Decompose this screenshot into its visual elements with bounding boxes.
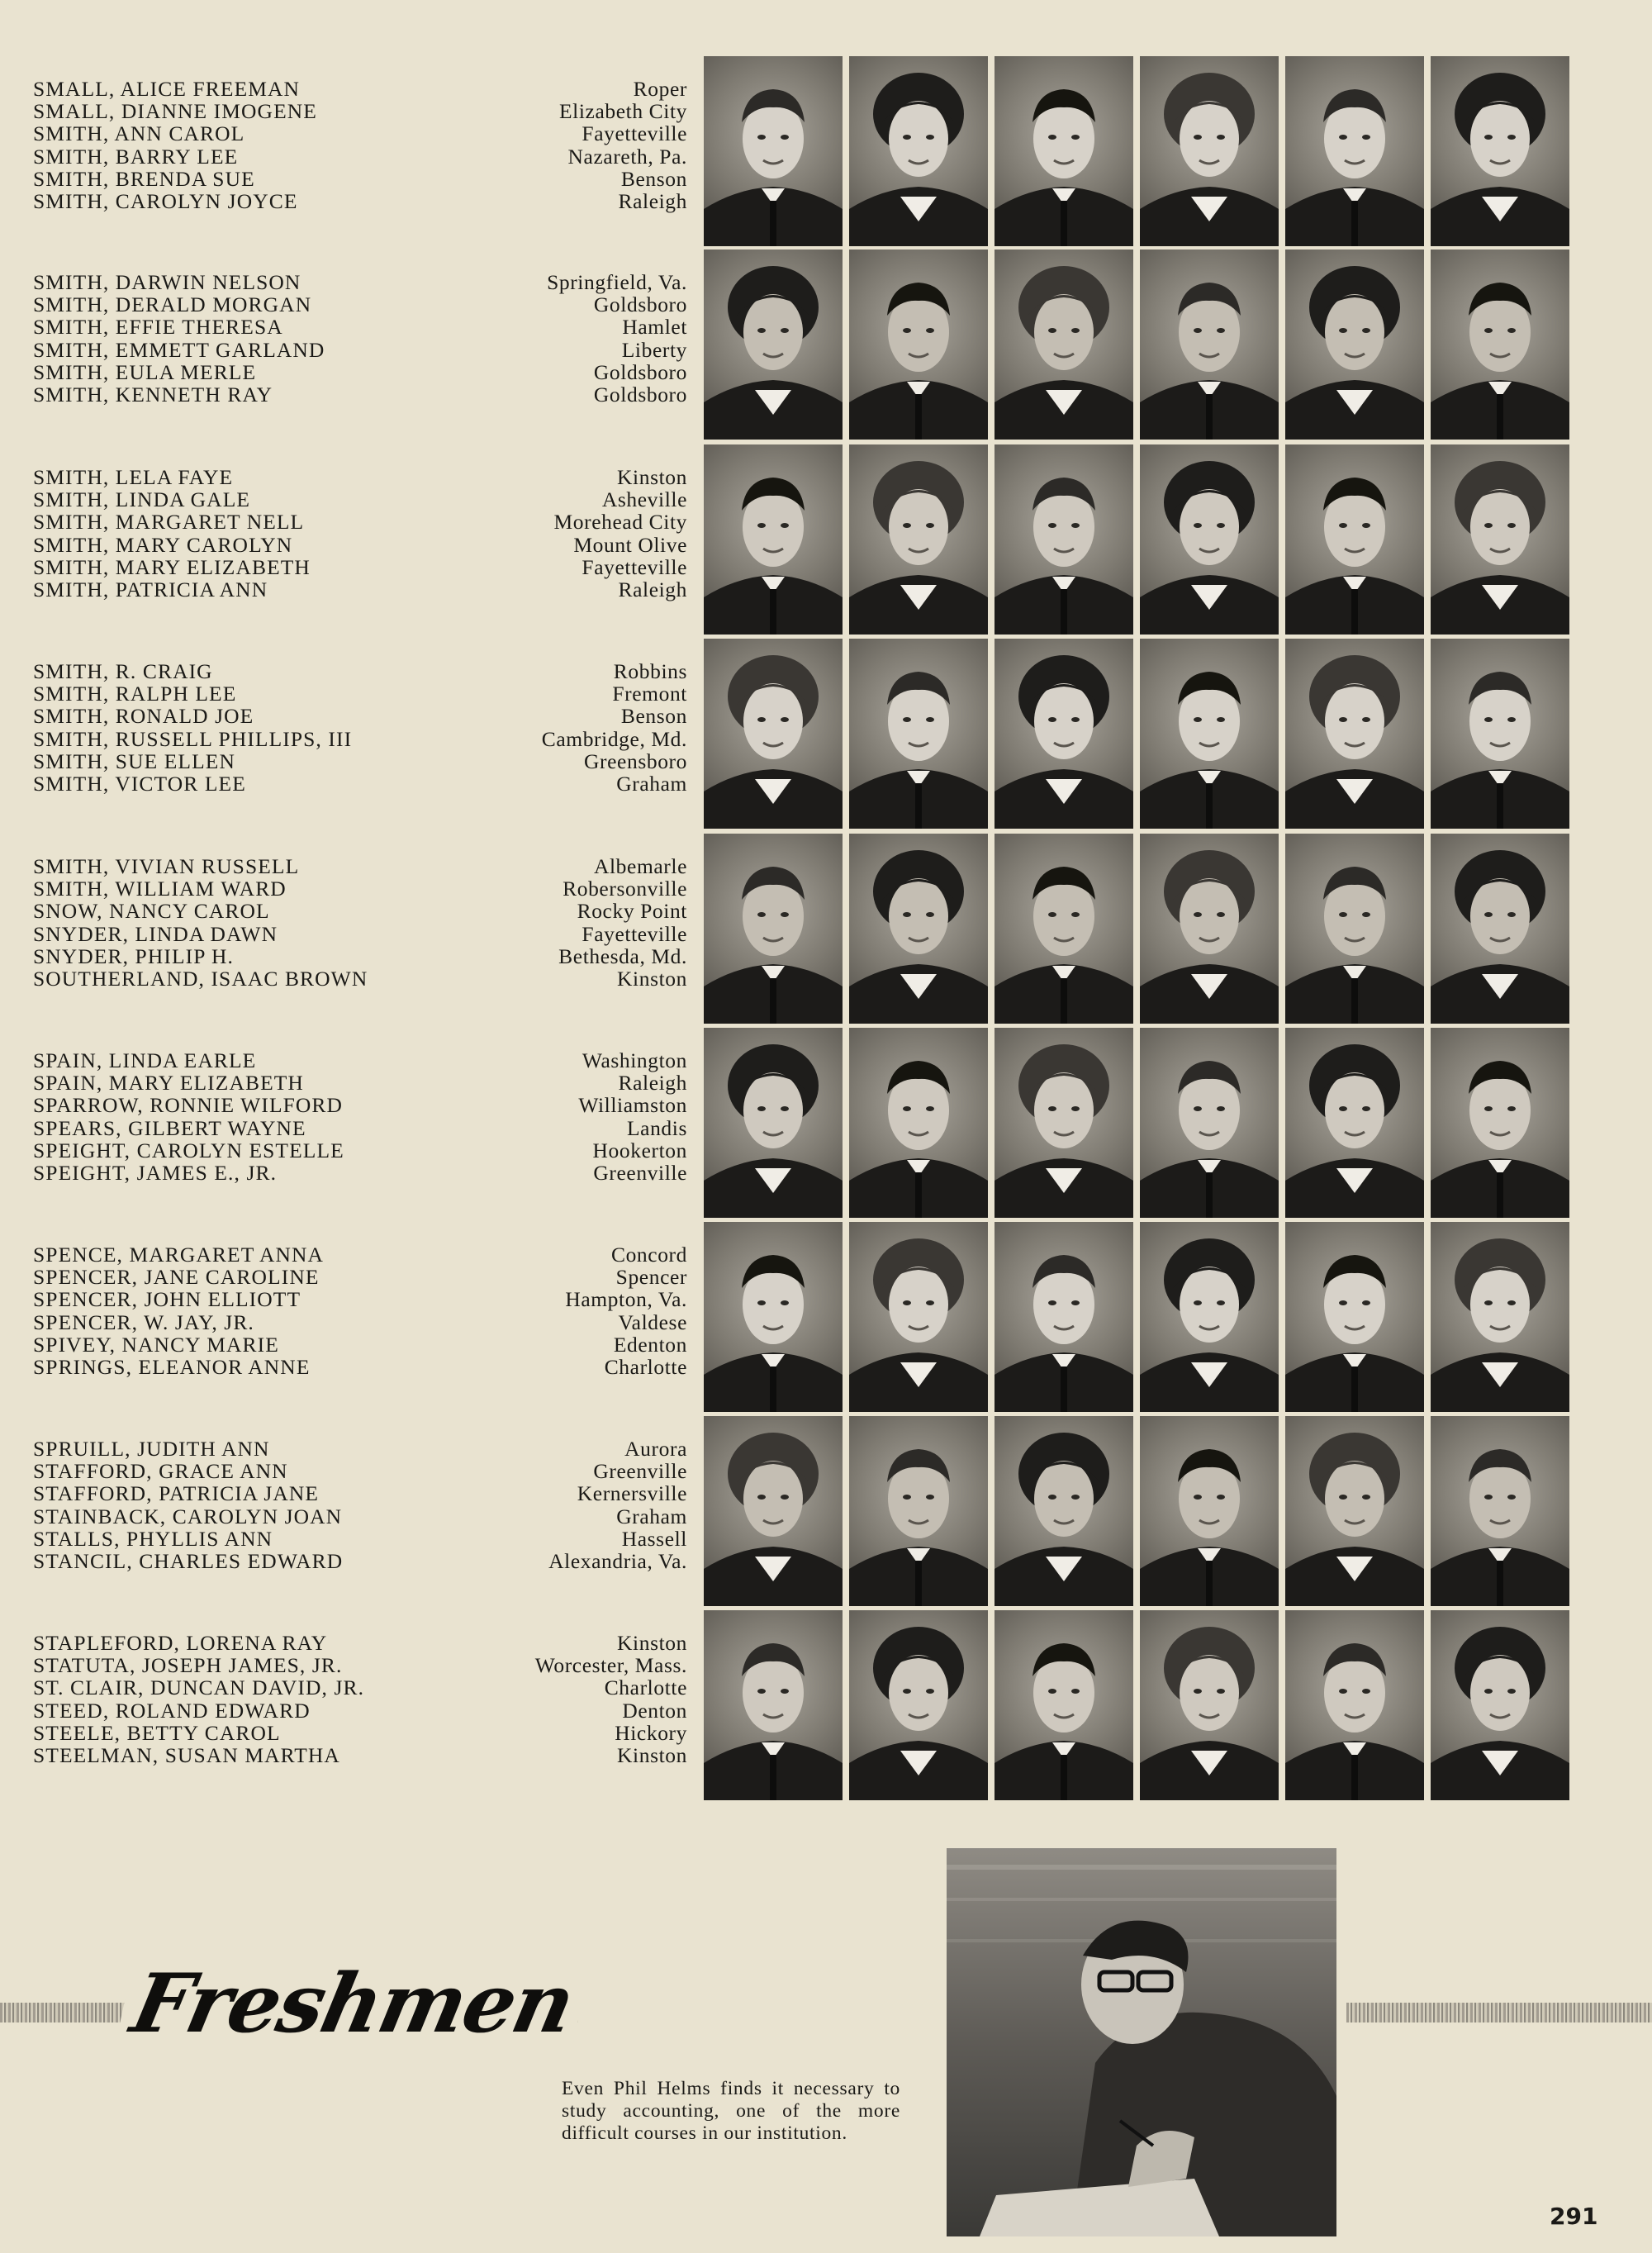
student-hometown: Hassell	[621, 1526, 687, 1551]
student-name: SMITH, LELA FAYE	[33, 465, 234, 489]
student-hometown: Washington	[582, 1048, 687, 1072]
student-portrait	[995, 1610, 1133, 1800]
student-names	[33, 1049, 496, 1184]
student-portrait	[1140, 834, 1279, 1024]
student-portrait	[1140, 639, 1279, 829]
student-name: SMITH, RUSSELL PHILLIPS, III	[33, 726, 353, 751]
student-portrait	[704, 639, 843, 829]
student-name: SPRINGS, ELEANOR ANNE	[33, 1354, 311, 1379]
student-hometowns	[496, 1049, 687, 1184]
student-name: SPARROW, RONNIE WILFORD	[33, 1093, 344, 1118]
student-hometown: Goldsboro	[593, 292, 687, 317]
student-portrait	[995, 639, 1133, 829]
student-portrait	[995, 444, 1133, 635]
student-name: STATUTA, JOSEPH JAMES, JR.	[33, 1653, 343, 1678]
student-hometown: Mount Olive	[573, 532, 687, 557]
portrait-row	[704, 444, 1579, 635]
student-portrait	[704, 1028, 843, 1218]
student-names	[33, 660, 496, 795]
student-hometown: Goldsboro	[593, 382, 687, 406]
student-names	[33, 271, 496, 406]
student-hometown: Hickory	[615, 1720, 687, 1745]
student-portrait	[995, 1222, 1133, 1412]
student-portrait	[1285, 56, 1424, 246]
student-name: SMITH, LINDA GALE	[33, 487, 251, 512]
student-portrait	[1431, 1416, 1569, 1606]
student-portrait	[704, 56, 843, 246]
student-name: SMITH, RONALD JOE	[33, 704, 254, 729]
student-hometowns	[496, 855, 687, 990]
student-hometown: Landis	[626, 1115, 687, 1140]
student-name: SMITH, BARRY LEE	[33, 144, 239, 169]
student-group	[33, 834, 1578, 1024]
student-hometown: Denton	[622, 1698, 687, 1723]
student-hometown: Worcester, Mass.	[534, 1653, 687, 1678]
student-name: SMITH, EMMETT GARLAND	[33, 337, 325, 362]
student-portrait	[1431, 834, 1569, 1024]
student-hometown: Kernersville	[577, 1481, 687, 1506]
student-name: SMITH, R. CRAIG	[33, 659, 213, 683]
student-name: SMITH, SUE ELLEN	[33, 749, 235, 773]
student-hometown: Goldsboro	[593, 359, 687, 384]
student-portrait	[1285, 1028, 1424, 1218]
student-name: SNYDER, PHILIP H.	[33, 944, 235, 968]
student-name: STAFFORD, GRACE ANN	[33, 1459, 288, 1484]
student-name: SMITH, DERALD MORGAN	[33, 292, 312, 317]
student-hometown: Rocky Point	[577, 899, 687, 924]
student-name: SMITH, MARGARET NELL	[33, 510, 305, 535]
student-name: ST. CLAIR, DUNCAN DAVID, JR.	[33, 1675, 365, 1700]
student-hometown: Nazareth, Pa.	[567, 144, 687, 169]
student-name: STANCIL, CHARLES EDWARD	[33, 1548, 344, 1573]
student-name: SMITH, RALPH LEE	[33, 682, 237, 706]
student-group	[33, 444, 1578, 635]
student-hometown: Charlotte	[604, 1354, 687, 1379]
portrait-row	[704, 1416, 1579, 1606]
student-name: STALLS, PHYLLIS ANN	[33, 1526, 273, 1551]
student-name: SMITH, EULA MERLE	[33, 359, 257, 384]
student-hometown: Elizabeth City	[559, 99, 687, 124]
student-name: SMITH, VIVIAN RUSSELL	[33, 854, 300, 878]
student-hometowns	[496, 660, 687, 795]
student-name: SMITH, VICTOR LEE	[33, 771, 246, 796]
portrait-row	[704, 639, 1579, 829]
student-name: SNYDER, LINDA DAWN	[33, 921, 278, 946]
student-portrait	[849, 1028, 988, 1218]
student-name: SOUTHERLAND, ISAAC BROWN	[33, 966, 368, 991]
student-hometown: Fayetteville	[582, 121, 687, 146]
student-name: SPENCER, W. JAY, JR.	[33, 1309, 254, 1334]
student-hometown: Asheville	[601, 487, 687, 512]
student-hometown: Raleigh	[618, 188, 687, 213]
student-portrait	[995, 250, 1133, 440]
student-hometown: Liberty	[621, 337, 687, 362]
student-group	[33, 1416, 1578, 1606]
student-portrait	[1140, 1416, 1279, 1606]
portrait-row	[704, 56, 1579, 246]
student-name: SMALL, DIANNE IMOGENE	[33, 99, 317, 124]
student-portrait	[704, 1222, 843, 1412]
section-title: Freshmen	[115, 1963, 590, 2046]
student-hometown: Benson	[620, 704, 687, 729]
student-hometown: Graham	[616, 1504, 687, 1528]
student-name: SMITH, PATRICIA ANN	[33, 577, 268, 601]
student-hometown: Benson	[620, 166, 687, 191]
portrait-row	[704, 250, 1579, 440]
student-portrait	[1285, 639, 1424, 829]
student-hometown: Fayetteville	[582, 921, 687, 946]
student-hometown: Graham	[616, 771, 687, 796]
student-names	[33, 1438, 496, 1572]
student-name: SMITH, ANN CAROL	[33, 121, 245, 146]
student-hometown: Raleigh	[618, 577, 687, 601]
student-hometown: Valdese	[618, 1309, 687, 1334]
student-hometown: Albemarle	[593, 854, 687, 878]
student-hometown: Robersonville	[563, 877, 687, 901]
student-hometown: Greenville	[593, 1459, 687, 1484]
student-portrait	[1431, 1222, 1569, 1412]
student-hometown: Fayetteville	[582, 554, 687, 579]
student-portrait	[995, 56, 1133, 246]
student-portrait	[1285, 1416, 1424, 1606]
student-name: SPRUILL, JUDITH ANN	[33, 1437, 270, 1461]
student-portrait	[1285, 834, 1424, 1024]
student-portrait	[1431, 250, 1569, 440]
student-portrait	[704, 1416, 843, 1606]
student-name: STEELMAN, SUSAN MARTHA	[33, 1742, 340, 1767]
student-portrait	[995, 1416, 1133, 1606]
student-portrait	[849, 56, 988, 246]
student-name: SMALL, ALICE FREEMAN	[33, 77, 301, 101]
student-portrait	[849, 444, 988, 635]
student-name: SMITH, WILLIAM WARD	[33, 877, 287, 901]
student-hometowns	[496, 271, 687, 406]
student-group	[33, 1028, 1578, 1218]
student-name: STAPLEFORD, LORENA RAY	[33, 1631, 328, 1655]
student-hometown: Cambridge, Md.	[541, 726, 687, 751]
student-name: SMITH, MARY CAROLYN	[33, 532, 293, 557]
student-hometowns	[496, 1632, 687, 1766]
decorative-band-right	[1346, 2003, 1652, 2022]
student-hometown: Greensboro	[584, 749, 687, 773]
student-hometown: Bethesda, Md.	[558, 944, 687, 968]
student-name: STAINBACK, CAROLYN JOAN	[33, 1504, 343, 1528]
student-name: STEED, ROLAND EDWARD	[33, 1698, 311, 1723]
page-number: 291	[1550, 2203, 1598, 2230]
student-hometown: Kinston	[617, 966, 687, 991]
student-portrait	[1431, 56, 1569, 246]
student-name: STEELE, BETTY CAROL	[33, 1720, 281, 1745]
student-portrait	[704, 250, 843, 440]
student-portrait	[1431, 1028, 1569, 1218]
photo-caption: Even Phil Helms finds it necessary to study accounting, one of the more difficult courses in our institution.	[562, 2078, 900, 2144]
student-hometown: Concord	[610, 1243, 687, 1267]
student-name: SMITH, MARY ELIZABETH	[33, 554, 311, 579]
student-hometown: Springfield, Va.	[547, 270, 687, 294]
portrait-row	[704, 834, 1579, 1024]
student-group	[33, 1222, 1578, 1412]
student-names	[33, 1632, 496, 1766]
student-names	[33, 78, 496, 212]
student-portrait	[849, 250, 988, 440]
student-hometown: Edenton	[613, 1332, 687, 1357]
student-hometown: Hampton, Va.	[565, 1287, 687, 1312]
student-name: SPENCER, JANE CAROLINE	[33, 1265, 320, 1290]
student-portrait	[995, 1028, 1133, 1218]
student-portrait	[849, 639, 988, 829]
student-portrait	[849, 1610, 988, 1800]
student-group	[33, 56, 1578, 246]
student-hometown: Greenville	[593, 1160, 687, 1185]
student-portrait	[1431, 1610, 1569, 1800]
student-portrait	[849, 1416, 988, 1606]
student-name: SPEIGHT, JAMES E., JR.	[33, 1160, 278, 1185]
student-group	[33, 639, 1578, 829]
student-name: SPIVEY, NANCY MARIE	[33, 1332, 279, 1357]
portrait-row	[704, 1222, 1579, 1412]
portrait-row	[704, 1028, 1579, 1218]
student-hometowns	[496, 1243, 687, 1378]
student-name: SMITH, KENNETH RAY	[33, 382, 273, 406]
student-portrait	[704, 834, 843, 1024]
student-name: SMITH, EFFIE THERESA	[33, 315, 283, 340]
student-names	[33, 1243, 496, 1378]
student-name: SPENCER, JOHN ELLIOTT	[33, 1287, 301, 1312]
student-name: SMITH, DARWIN NELSON	[33, 270, 301, 294]
student-hometown: Alexandria, Va.	[548, 1548, 687, 1573]
student-hometown: Williamston	[578, 1093, 687, 1118]
student-hometowns	[496, 1438, 687, 1572]
student-hometown: Hamlet	[622, 315, 687, 340]
student-portrait	[849, 1222, 988, 1412]
student-hometowns	[496, 78, 687, 212]
student-portrait	[1140, 1222, 1279, 1412]
student-portrait	[1140, 1028, 1279, 1218]
student-name: SMITH, BRENDA SUE	[33, 166, 255, 191]
student-portrait	[1285, 250, 1424, 440]
student-hometown: Aurora	[624, 1437, 687, 1461]
student-names	[33, 466, 496, 601]
student-name: SPAIN, LINDA EARLE	[33, 1048, 257, 1072]
student-portrait	[1431, 639, 1569, 829]
student-portrait	[1285, 1610, 1424, 1800]
student-portrait	[1431, 444, 1569, 635]
student-hometown: Fremont	[612, 682, 687, 706]
student-portrait	[1140, 1610, 1279, 1800]
student-portrait	[704, 444, 843, 635]
student-hometown: Charlotte	[604, 1675, 687, 1700]
student-hometown: Hookerton	[592, 1138, 687, 1162]
candid-photo-student-studying	[947, 1848, 1336, 2236]
student-name: SPAIN, MARY ELIZABETH	[33, 1071, 304, 1096]
student-portrait	[1285, 1222, 1424, 1412]
student-portrait	[849, 834, 988, 1024]
student-hometown: Kinston	[617, 1742, 687, 1767]
student-hometowns	[496, 466, 687, 601]
student-hometown: Spencer	[615, 1265, 687, 1290]
student-portrait	[995, 834, 1133, 1024]
student-hometown: Raleigh	[618, 1071, 687, 1096]
student-portrait	[704, 1610, 843, 1800]
student-name: SMITH, CAROLYN JOYCE	[33, 188, 298, 213]
student-name: SPENCE, MARGARET ANNA	[33, 1243, 325, 1267]
student-names	[33, 855, 496, 990]
student-name: SNOW, NANCY CAROL	[33, 899, 270, 924]
portrait-row	[704, 1610, 1579, 1800]
student-name: SPEIGHT, CAROLYN ESTELLE	[33, 1138, 344, 1162]
student-portrait	[1285, 444, 1424, 635]
student-hometown: Roper	[633, 77, 687, 101]
student-hometown: Kinston	[617, 1631, 687, 1655]
student-hometown: Morehead City	[553, 510, 687, 535]
student-group	[33, 250, 1578, 440]
student-portrait	[1140, 250, 1279, 440]
student-hometown: Kinston	[617, 465, 687, 489]
student-hometown: Robbins	[613, 659, 687, 683]
student-portrait	[1140, 56, 1279, 246]
student-group	[33, 1610, 1578, 1800]
student-name: STAFFORD, PATRICIA JANE	[33, 1481, 320, 1506]
student-portrait	[1140, 444, 1279, 635]
student-name: SPEARS, GILBERT WAYNE	[33, 1115, 306, 1140]
